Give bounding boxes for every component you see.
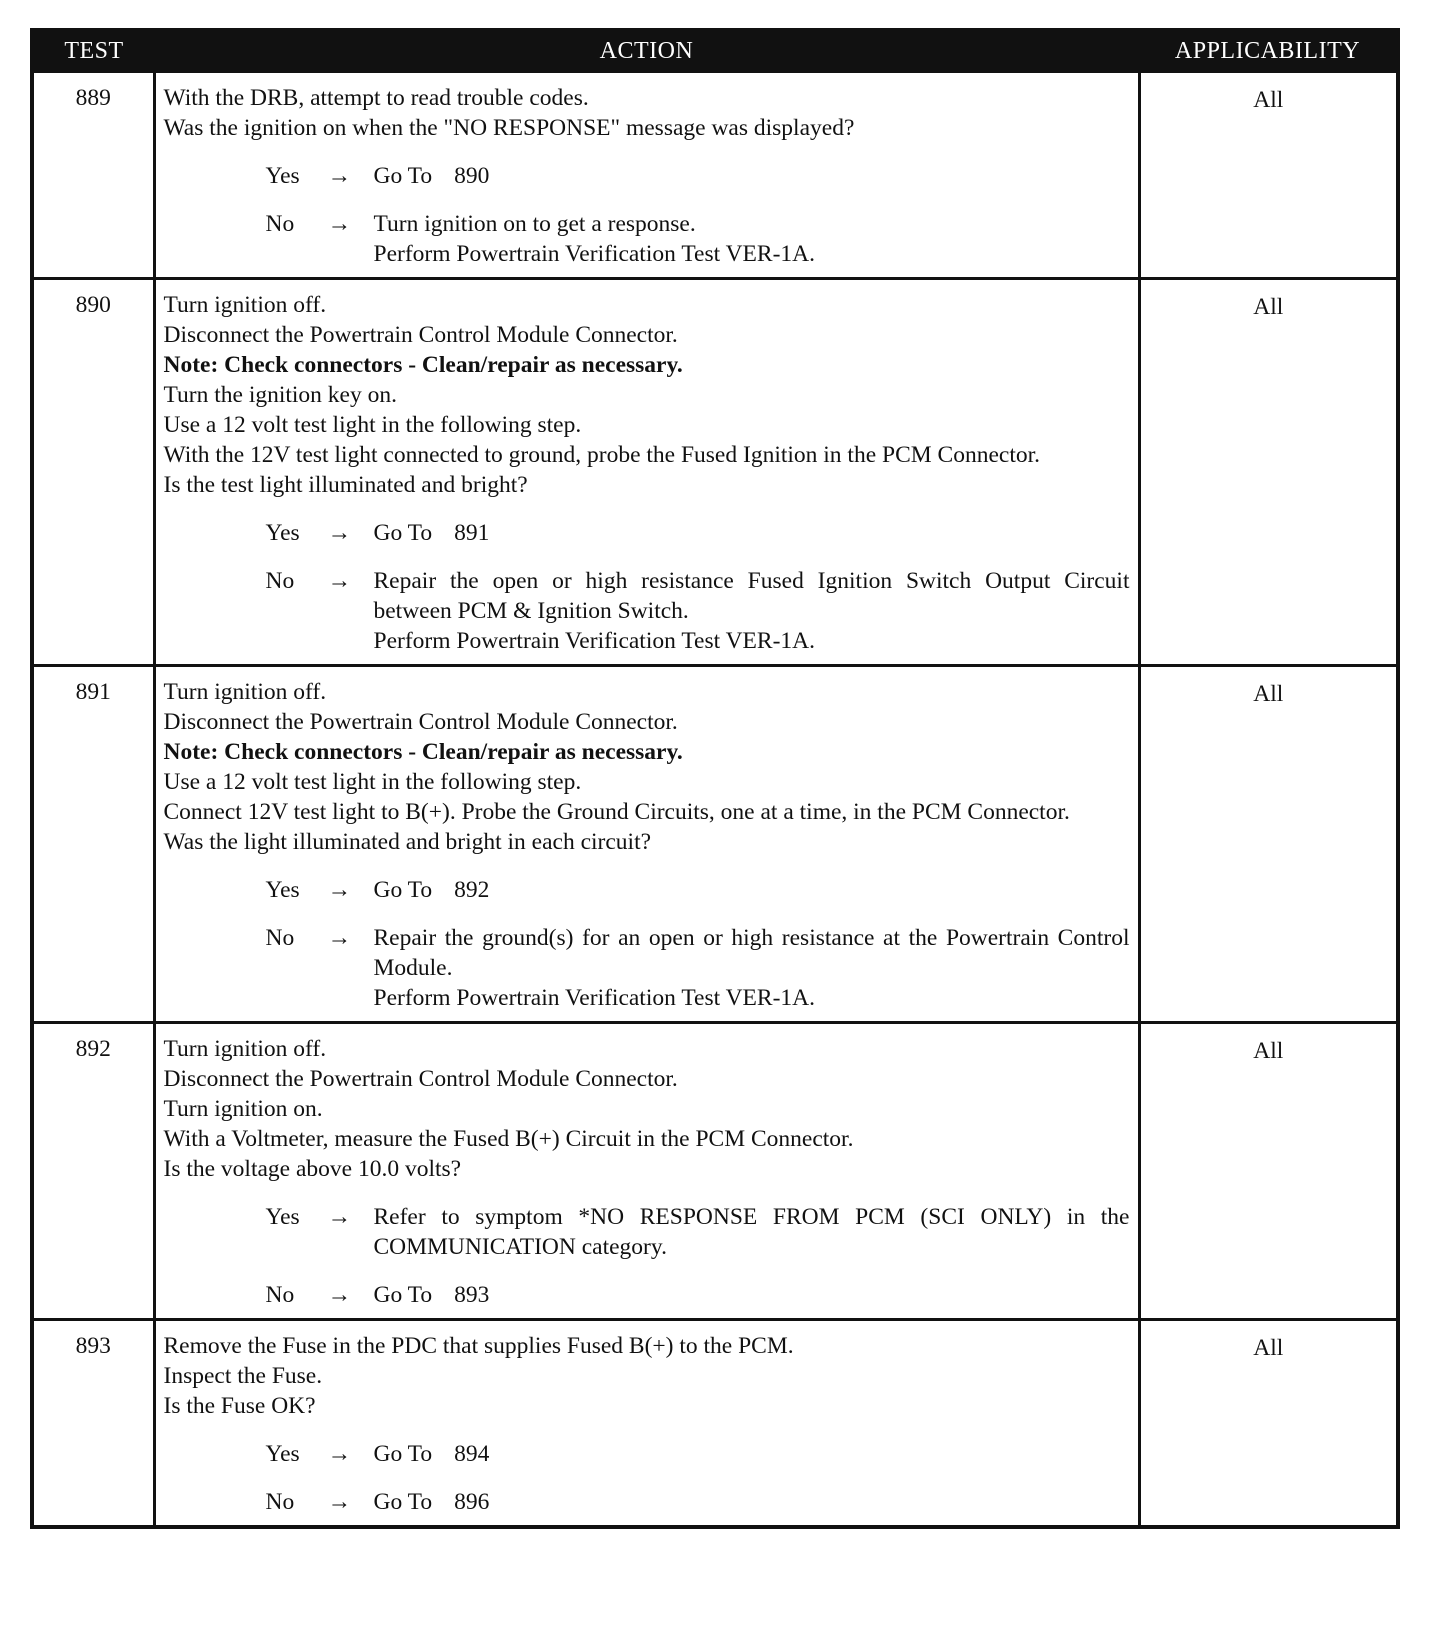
answer-label: Yes bbox=[265, 520, 300, 546]
answer-line: Turn ignition on to get a response. bbox=[373, 211, 696, 237]
answer-line: Perform Powertrain Verification Test VER-1A. bbox=[373, 628, 816, 654]
applicability-value: All bbox=[1139, 666, 1398, 1023]
arrow-right-icon: → bbox=[327, 163, 351, 189]
answer-text bbox=[374, 1202, 1130, 1262]
answer-yes bbox=[266, 1439, 1130, 1469]
goto-label: Go To bbox=[373, 163, 433, 189]
test-number: 892 bbox=[32, 1023, 154, 1320]
goto-label: Go To bbox=[373, 877, 433, 903]
goto-target: 896 bbox=[454, 1489, 490, 1515]
action-cell bbox=[154, 1320, 1139, 1528]
answer-label: No bbox=[265, 1489, 295, 1515]
answer-line: Perform Powertrain Verification Test VER-1A. bbox=[373, 985, 816, 1011]
test-row-890 bbox=[32, 279, 1398, 666]
action-line: Turn the ignition key on. bbox=[163, 382, 397, 408]
answer-text bbox=[374, 875, 1130, 905]
answer-line: Perform Powertrain Verification Test VER-1A. bbox=[373, 241, 816, 267]
answer-text bbox=[374, 1439, 1130, 1469]
action-cell bbox=[154, 72, 1139, 279]
goto-label: Go To bbox=[373, 1282, 433, 1308]
answer-list bbox=[164, 518, 1130, 656]
action-line: Is the test light illuminated and bright? bbox=[163, 472, 528, 498]
test-number: 893 bbox=[32, 1320, 154, 1528]
answer-text bbox=[374, 1487, 1130, 1517]
diagnostic-test-table bbox=[30, 28, 1400, 1529]
answer-text bbox=[374, 1280, 1130, 1310]
action-cell bbox=[154, 666, 1139, 1023]
answer-no bbox=[266, 1487, 1130, 1517]
answer-yes bbox=[266, 875, 1130, 905]
goto-target: 894 bbox=[454, 1441, 490, 1467]
answer-text bbox=[374, 161, 1130, 191]
action-line: Turn ignition on. bbox=[163, 1096, 323, 1122]
arrow-right-icon: → bbox=[327, 1282, 351, 1308]
action-note: Note: Check connectors - Clean/repair as necessary. bbox=[163, 739, 683, 765]
answer-no bbox=[266, 566, 1130, 656]
arrow-right-icon: → bbox=[327, 1441, 351, 1467]
arrow-right-icon: → bbox=[327, 877, 351, 903]
goto-target: 892 bbox=[454, 877, 490, 903]
answer-line: Refer to symptom *NO RESPONSE FROM PCM (SCI ONLY) in the COMMUNICATION category. bbox=[373, 1204, 1130, 1260]
answer-text bbox=[374, 518, 1130, 548]
answer-list bbox=[164, 161, 1130, 269]
action-line: Connect 12V test light to B(+). Probe the Ground Circuits, one at a time, in the PCM Connector. bbox=[163, 799, 1070, 825]
action-line: Disconnect the Powertrain Control Module Connector. bbox=[163, 1066, 678, 1092]
test-number: 889 bbox=[32, 72, 154, 279]
answer-label: No bbox=[265, 925, 295, 951]
action-line: With the DRB, attempt to read trouble codes. bbox=[163, 85, 589, 111]
answer-no bbox=[266, 1280, 1130, 1310]
table-header bbox=[32, 30, 1398, 72]
test-row-892 bbox=[32, 1023, 1398, 1320]
test-number: 890 bbox=[32, 279, 154, 666]
applicability-value: All bbox=[1139, 1023, 1398, 1320]
action-cell bbox=[154, 1023, 1139, 1320]
action-line: Is the voltage above 10.0 volts? bbox=[163, 1156, 462, 1182]
arrow-right-icon: → bbox=[327, 1204, 351, 1230]
answer-label: Yes bbox=[265, 877, 300, 903]
answer-text bbox=[374, 923, 1130, 1013]
action-line: With the 12V test light connected to ground, probe the Fused Ignition in the PCM Connector. bbox=[163, 442, 1040, 468]
test-row-889 bbox=[32, 72, 1398, 279]
action-line: Is the Fuse OK? bbox=[163, 1393, 316, 1419]
answer-no bbox=[266, 923, 1130, 1013]
arrow-right-icon: → bbox=[327, 568, 351, 594]
goto-label: Go To bbox=[373, 520, 433, 546]
goto-target: 891 bbox=[454, 520, 490, 546]
header-test: TEST bbox=[32, 30, 154, 72]
answer-yes bbox=[266, 161, 1130, 191]
goto-target: 893 bbox=[454, 1282, 490, 1308]
action-line: Disconnect the Powertrain Control Module Connector. bbox=[163, 709, 678, 735]
answer-text bbox=[374, 566, 1130, 656]
action-line: Was the ignition on when the "NO RESPONSE" message was displayed? bbox=[163, 115, 855, 141]
action-line: Turn ignition off. bbox=[163, 1036, 327, 1062]
action-line: Disconnect the Powertrain Control Module Connector. bbox=[163, 322, 678, 348]
goto-target: 890 bbox=[454, 163, 490, 189]
answer-yes bbox=[266, 518, 1130, 548]
arrow-right-icon: → bbox=[327, 211, 351, 237]
header-action: ACTION bbox=[154, 30, 1139, 72]
answer-label: Yes bbox=[265, 1204, 300, 1230]
arrow-right-icon: → bbox=[327, 520, 351, 546]
answer-no bbox=[266, 209, 1130, 269]
applicability-value: All bbox=[1139, 72, 1398, 279]
answer-list bbox=[164, 1439, 1130, 1517]
action-line: Was the light illuminated and bright in each circuit? bbox=[163, 829, 652, 855]
test-row-891 bbox=[32, 666, 1398, 1023]
action-line: Inspect the Fuse. bbox=[163, 1363, 323, 1389]
action-cell bbox=[154, 279, 1139, 666]
header-applicability: APPLICABILITY bbox=[1139, 30, 1398, 72]
arrow-right-icon: → bbox=[327, 1489, 351, 1515]
action-line: Use a 12 volt test light in the following step. bbox=[163, 412, 582, 438]
answer-line: Repair the open or high resistance Fused Ignition Switch Output Circuit between PCM & Ignition Switch. bbox=[373, 568, 1130, 624]
applicability-value: All bbox=[1139, 279, 1398, 666]
action-note: Note: Check connectors - Clean/repair as necessary. bbox=[163, 352, 683, 378]
answer-label: No bbox=[265, 1282, 295, 1308]
goto-label: Go To bbox=[373, 1441, 433, 1467]
answer-yes bbox=[266, 1202, 1130, 1262]
table-body bbox=[32, 72, 1398, 1528]
goto-label: Go To bbox=[373, 1489, 433, 1515]
action-line: Turn ignition off. bbox=[163, 292, 327, 318]
answer-label: Yes bbox=[265, 163, 300, 189]
applicability-value: All bbox=[1139, 1320, 1398, 1528]
action-line: With a Voltmeter, measure the Fused B(+) Circuit in the PCM Connector. bbox=[163, 1126, 854, 1152]
answer-label: No bbox=[265, 211, 295, 237]
answer-list bbox=[164, 875, 1130, 1013]
action-line: Remove the Fuse in the PDC that supplies Fused B(+) to the PCM. bbox=[163, 1333, 794, 1359]
test-row-893 bbox=[32, 1320, 1398, 1528]
arrow-right-icon: → bbox=[327, 925, 351, 951]
answer-text bbox=[374, 209, 1130, 269]
answer-line: Repair the ground(s) for an open or high resistance at the Powertrain Control Module. bbox=[373, 925, 1130, 981]
answer-label: Yes bbox=[265, 1441, 300, 1467]
action-line: Turn ignition off. bbox=[163, 679, 327, 705]
header-row bbox=[32, 30, 1398, 72]
action-line: Use a 12 volt test light in the following step. bbox=[163, 769, 582, 795]
answer-list bbox=[164, 1202, 1130, 1310]
answer-label: No bbox=[265, 568, 295, 594]
test-number: 891 bbox=[32, 666, 154, 1023]
